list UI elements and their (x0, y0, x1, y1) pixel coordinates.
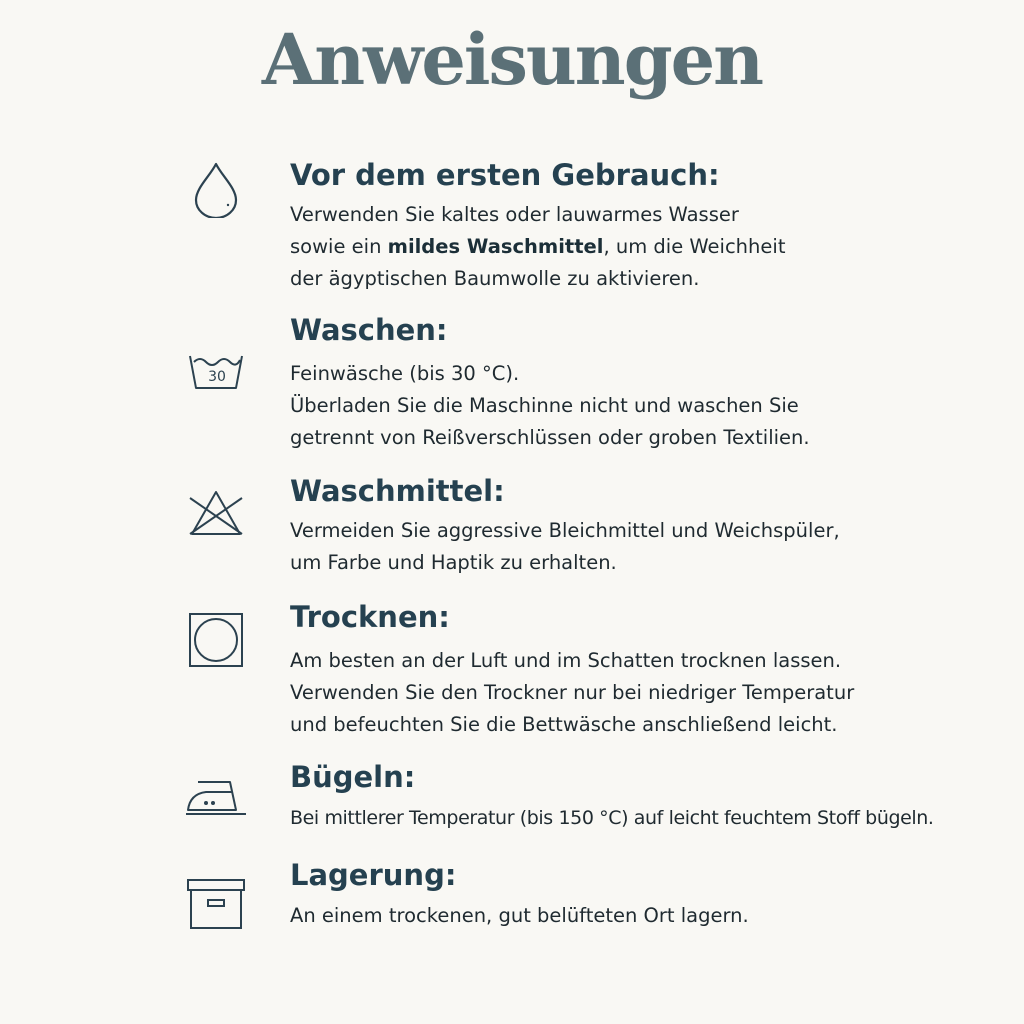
section-text (290, 802, 934, 834)
text-line: Feinwäsche (bis 30 °C). (290, 362, 520, 385)
svg-text:30: 30 (208, 369, 226, 385)
water-drop-icon (186, 158, 246, 218)
section-text (290, 358, 810, 454)
section-heading: Trocknen: (290, 600, 450, 634)
tumble-dry-icon (186, 610, 246, 670)
section-heading: Lagerung: (290, 858, 457, 892)
section-text (290, 900, 749, 932)
text-line: und befeuchten Sie die Bettwäsche anschließend leicht. (290, 713, 838, 736)
section-heading: Bügeln: (290, 760, 416, 794)
text-line: Verwenden Sie kaltes oder lauwarmes Wasser (290, 203, 739, 226)
no-bleach-icon (186, 484, 246, 544)
text-line: sowie ein mildes Waschmittel, um die Weichheit (290, 235, 786, 258)
section-text (290, 645, 854, 741)
text-line: getrennt von Reißverschlüssen oder groben Textilien. (290, 426, 810, 449)
text-line: An einem trockenen, gut belüfteten Ort lagern. (290, 904, 749, 927)
text-line: Bei mittlerer Temperatur (bis 150 °C) auf leicht feuchtem Stoff bügeln. (290, 807, 934, 829)
section-text (290, 515, 840, 579)
text-line: der ägyptischen Baumwolle zu aktivieren. (290, 267, 700, 290)
text-line: Am besten an der Luft und im Schatten trocknen lassen. (290, 649, 842, 672)
iron-icon (186, 768, 246, 828)
text-line: Überladen Sie die Maschinne nicht und waschen Sie (290, 394, 799, 417)
storage-box-icon (186, 876, 246, 936)
section-heading: Waschmittel: (290, 474, 505, 508)
section-text (290, 199, 785, 295)
wash-30-icon (186, 344, 246, 404)
section-heading: Vor dem ersten Gebrauch: (290, 158, 720, 192)
emphasis-text: mildes Waschmittel (387, 235, 604, 258)
text-line: Verwenden Sie den Trockner nur bei niedriger Temperatur (290, 681, 855, 704)
text-line: Vermeiden Sie aggressive Bleichmittel und Weichspüler, (290, 519, 840, 542)
text-line: um Farbe und Haptik zu erhalten. (290, 551, 617, 574)
section-heading: Waschen: (290, 313, 448, 347)
page-title: Anweisungen (261, 18, 763, 101)
